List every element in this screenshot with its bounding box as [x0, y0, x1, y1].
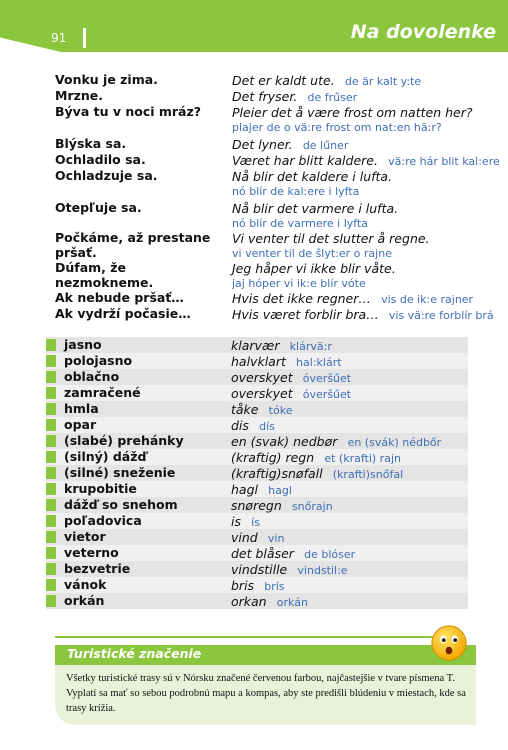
phrase-slovak: Počkáme, až prestane pršať. [55, 230, 211, 260]
vocabulary-norwegian: is [231, 514, 241, 529]
phrase-pronunciation: vä:re hár blit kal:ere [388, 155, 500, 168]
phrase-translation [232, 200, 502, 231]
bullet-square [46, 563, 56, 575]
bullet-square [46, 531, 56, 543]
phrase-norwegian: Hvis været forblir bra… [232, 307, 379, 322]
vocabulary-slovak: polojasno [64, 353, 133, 368]
phrase-translation [232, 290, 502, 307]
vocabulary-row [46, 481, 468, 497]
weather-vocabulary-table [46, 337, 468, 609]
vocabulary-norwegian: bris [231, 578, 255, 593]
phrase-slovak: Blýska sa. [55, 136, 127, 151]
vocabulary-slovak: bezvetrie [64, 561, 131, 576]
surprised-smiley-icon [430, 624, 468, 662]
bullet-square [46, 371, 56, 383]
vocabulary-slovak: vánok [64, 577, 107, 592]
vocabulary-pronunciation: hal:klárt [296, 356, 342, 369]
phrase-translation [232, 152, 502, 169]
vocabulary-norwegian: klarvær [231, 338, 280, 353]
bullet-square [46, 467, 56, 479]
vocabulary-slovak: orkán [64, 593, 105, 608]
bullet-square [46, 595, 56, 607]
bullet-square [46, 451, 56, 463]
vocabulary-row [46, 577, 468, 593]
vocabulary-pronunciation: de blóser [304, 548, 356, 561]
phrase-norwegian: Jeg håper vi ikke blir våte. [232, 261, 396, 276]
bullet-square [46, 387, 56, 399]
vocabulary-row [46, 353, 468, 369]
vocabulary-pronunciation: hagl [268, 484, 292, 497]
phrase-norwegian: Været har blitt kaldere. [232, 153, 378, 168]
tip-title: Turistické značenie [67, 646, 202, 661]
vocabulary-slovak: krupobitie [64, 481, 137, 496]
vocabulary-row [46, 593, 468, 609]
phrase-slovak: Ochladzuje sa. [55, 168, 158, 183]
vocabulary-translation [231, 593, 308, 611]
vocabulary-pronunciation: (krafti)snőfal [332, 468, 404, 481]
vocabulary-norwegian: (kraftig)snøfall [231, 466, 323, 481]
vocabulary-norwegian: vindstille [231, 562, 288, 577]
phrase-norwegian: Vi venter til det slutter å regne. [232, 231, 430, 246]
phrase-pronunciation: vi venter til de šlyt:er o rajne [232, 247, 392, 260]
phrase-pronunciation: vis vä:re forblír brá [388, 309, 494, 322]
bullet-square [46, 515, 56, 527]
bullet-square [46, 547, 56, 559]
vocabulary-norwegian: det blåser [231, 546, 294, 561]
phrase-slovak: Otepľuje sa. [55, 200, 142, 215]
phrase-slovak: Ochladilo sa. [55, 152, 146, 167]
bullet-square [46, 435, 56, 447]
vocabulary-slovak: (silný) dážď [64, 449, 147, 464]
phrase-translation [232, 168, 502, 199]
bullet-square [46, 483, 56, 495]
bullet-square [46, 355, 56, 367]
phrase-pronunciation: vis de ik:e rajner [381, 293, 474, 306]
vocabulary-norwegian: vind [231, 530, 258, 545]
vocabulary-pronunciation: dís [259, 420, 275, 433]
vocabulary-row [46, 465, 468, 481]
phrase-pronunciation: plajer de o vä:re frost om nat:en hä:r? [232, 121, 442, 134]
vocabulary-norwegian: orkan [231, 594, 267, 609]
vocabulary-slovak: (silné) sneženie [64, 465, 176, 480]
bullet-square [46, 403, 56, 415]
phrase-slovak: Býva tu v noci mráz? [55, 104, 202, 119]
vocabulary-norwegian: halvklart [231, 354, 286, 369]
bullet-square [46, 579, 56, 591]
vocabulary-slovak: zamračené [64, 385, 141, 400]
vocabulary-pronunciation: tóke [268, 404, 293, 417]
vocabulary-pronunciation: vindstil:e [297, 564, 348, 577]
vocabulary-pronunciation: óveršűet [302, 388, 352, 401]
bullet-square [46, 499, 56, 511]
vocabulary-norwegian: overskyet [231, 370, 293, 385]
phrase-pronunciation: jaj hóper vi ik:e blír vóte [232, 277, 366, 290]
phrase-norwegian: Nå blir det varmere i lufta. [232, 201, 399, 216]
vocabulary-norwegian: dis [231, 418, 249, 433]
vocabulary-row [46, 529, 468, 545]
vocabulary-slovak: oblačno [64, 369, 120, 384]
vocabulary-row [46, 449, 468, 465]
page-number: 91 [51, 31, 67, 45]
phrase-norwegian: Pleier det å være frost om natten her? [232, 105, 473, 120]
phrase-norwegian: Hvis det ikke regner… [232, 291, 371, 306]
phrase-translation [232, 104, 502, 135]
phrase-slovak: Ak nebude pršať… [55, 290, 184, 305]
phrase-norwegian: Nå blir det kaldere i lufta. [232, 169, 393, 184]
bullet-square [46, 419, 56, 431]
vocabulary-row [46, 369, 468, 385]
vocabulary-pronunciation: snőrajn [291, 500, 333, 513]
vocabulary-pronunciation: brís [264, 580, 285, 593]
vocabulary-norwegian: (kraftig) regn [231, 450, 315, 465]
phrase-slovak: Ak vydrží počasie… [55, 306, 191, 321]
vocabulary-pronunciation: ís [251, 516, 260, 529]
vocabulary-norwegian: hagl [231, 482, 258, 497]
phrase-translation [232, 88, 502, 105]
phrase-translation [232, 230, 502, 261]
vocabulary-row [46, 385, 468, 401]
vocabulary-row [46, 417, 468, 433]
tip-body: Všetky turistické trasy sú v Nórsku značené červenou farbou, najčastejšie v tvare písmena T. Vyplatí sa mať so sebou podrobnú mapu a kompas, aby ste predišli blúdeniu v miestach, kde sa trasy krížia. [66, 673, 466, 714]
vocabulary-row [46, 497, 468, 513]
vocabulary-pronunciation: orkán [276, 596, 308, 609]
phrase-translation [232, 72, 502, 89]
vocabulary-slovak: hmla [64, 401, 99, 416]
phrase-pronunciation: de frűser [307, 91, 358, 104]
phrase-pronunciation: de är kalt y:te [344, 75, 422, 88]
vocabulary-norwegian: en (svak) nedbør [231, 434, 338, 449]
vocabulary-pronunciation: óveršűet [302, 372, 352, 385]
phrase-translation [232, 136, 502, 153]
bullet-square [46, 339, 56, 351]
vocabulary-row [46, 545, 468, 561]
phrase-slovak: Mrzne. [55, 88, 104, 103]
vocabulary-slovak: opar [64, 417, 97, 432]
page-number-divider [83, 28, 86, 48]
phrase-norwegian: Det fryser. [232, 89, 298, 104]
phrase-translation [232, 306, 502, 323]
phrase-pronunciation: nó blír de varmere i lyfta [232, 217, 369, 230]
vocabulary-pronunciation: vin [267, 532, 285, 545]
vocabulary-norwegian: snøregn [231, 498, 282, 513]
vocabulary-norwegian: tåke [231, 402, 259, 417]
phrase-norwegian: Det er kaldt ute. [232, 73, 335, 88]
vocabulary-norwegian: overskyet [231, 386, 293, 401]
vocabulary-row [46, 337, 468, 353]
vocabulary-slovak: poľadovica [64, 513, 142, 528]
vocabulary-pronunciation: klárvä:r [289, 340, 332, 353]
vocabulary-slovak: vietor [64, 529, 106, 544]
chapter-title: Na dovolenke [350, 21, 496, 43]
phrase-norwegian: Det lyner. [232, 137, 293, 152]
vocabulary-slovak: (slabé) prehánky [64, 433, 184, 448]
tip-divider [55, 636, 455, 638]
phrase-translation [232, 260, 502, 291]
vocabulary-pronunciation: en (svák) nédbőr [347, 436, 442, 449]
vocabulary-row [46, 433, 468, 449]
phrase-pronunciation: nó blír de kal:ere i lyfta [232, 185, 360, 198]
vocabulary-slovak: jasno [64, 337, 102, 352]
vocabulary-pronunciation: et (krafti) rajn [324, 452, 401, 465]
phrase-slovak: Dúfam, že nezmokneme. [55, 260, 154, 290]
page-header [0, 0, 508, 52]
phrase-slovak: Vonku je zima. [55, 72, 158, 87]
phrase-pronunciation: de lűner [302, 139, 349, 152]
vocabulary-slovak: dážď so snehom [64, 497, 178, 512]
vocabulary-row [46, 513, 468, 529]
vocabulary-slovak: veterno [64, 545, 119, 560]
